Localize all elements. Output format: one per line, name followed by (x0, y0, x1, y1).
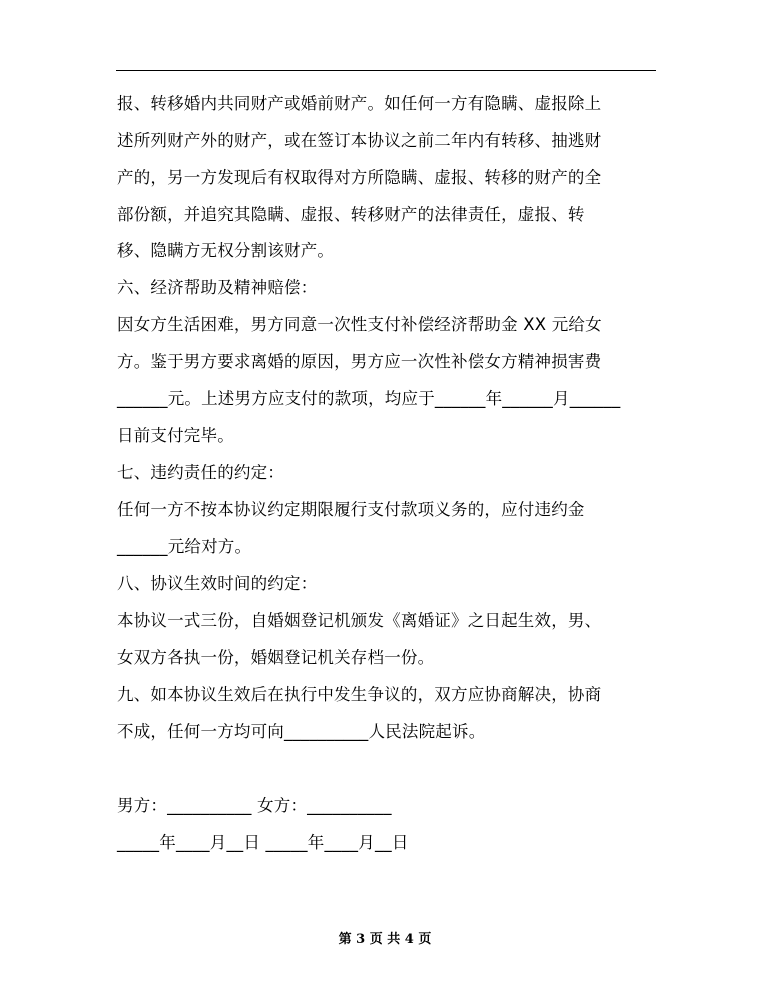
text-line: 产的，另一方发现后有权取得对方所隐瞒、虚报、转移的财产的全 (117, 168, 602, 187)
section-heading: 六、经济帮助及精神赔偿： (117, 278, 318, 297)
text-line: 日前支付完毕。 (117, 426, 234, 445)
text-line: ______元。上述男方应支付的款项，均应于______年______月______ (117, 389, 621, 408)
text-line: 女双方各执一份，婚姻登记机关存档一份。 (117, 648, 435, 667)
text-line: ______元给对方。 (117, 537, 252, 556)
text-line: 移、隐瞒方无权分割该财产。 (117, 241, 335, 260)
text-line: 本协议一式三份，自婚姻登记机颁发《离婚证》之日起生效，男、 (117, 611, 602, 630)
section-heading: 七、违约责任的约定： (117, 463, 284, 482)
date-line: _____年____月__日 _____年____月__日 (117, 833, 409, 852)
text-line: 述所列财产外的财产，或在签订本协议之前二年内有转移、抽逃财 (117, 131, 602, 150)
section-heading: 八、协议生效时间的约定： (117, 574, 318, 593)
text-line: 因女方生活困难，男方同意一次性支付补偿经济帮助金 XX 元给女 (117, 315, 602, 334)
text-line: 方。鉴于男方要求离婚的原因，男方应一次性补偿女方精神损害费 (117, 352, 602, 371)
signature-line: 男方：__________ 女方：__________ (117, 796, 392, 815)
text-line: 不成，任何一方均可向__________人民法院起诉。 (117, 722, 486, 741)
page-number: 第 3 页 共 4 页 (338, 932, 432, 947)
text-line: 报、转移婚内共同财产或婚前财产。如任何一方有隐瞒、虚报除上 (117, 94, 602, 113)
text-line: 部份额，并追究其隐瞒、虚报、转移财产的法律责任，虚报、转 (117, 205, 585, 224)
header-rule (116, 70, 656, 71)
text-line: 任何一方不按本协议约定期限履行支付款项义务的，应付违约金 (117, 500, 585, 519)
section-heading: 九、如本协议生效后在执行中发生争议的，双方应协商解决，协商 (117, 685, 602, 704)
